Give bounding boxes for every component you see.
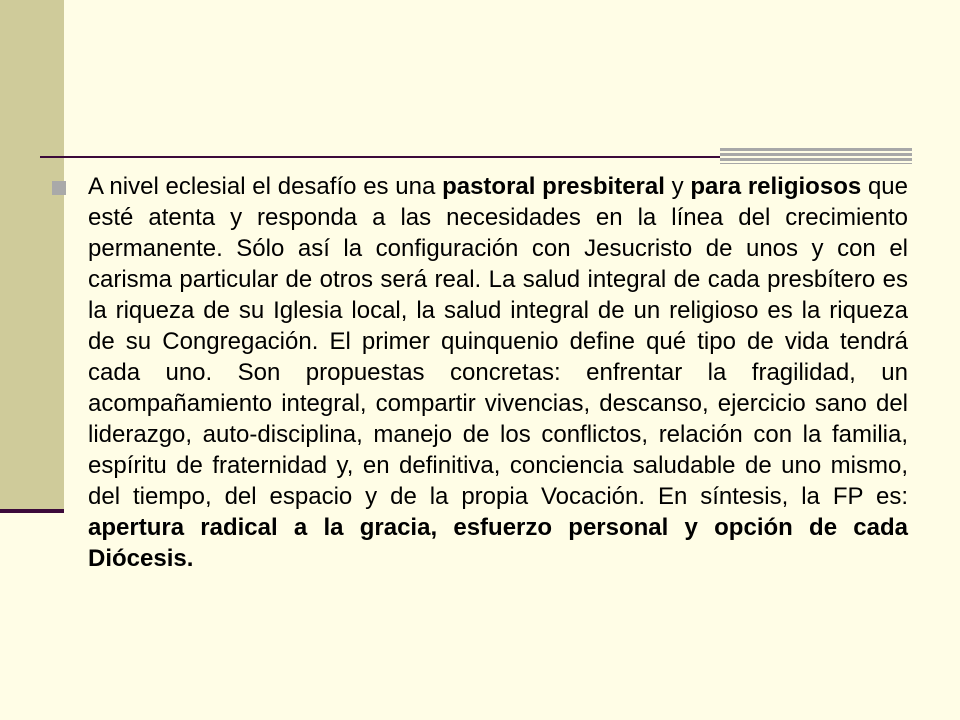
text-segment: y <box>664 173 691 200</box>
bold-text-segment: para religiosos <box>690 173 862 200</box>
bullet-list <box>52 171 908 574</box>
text-segment: A nivel eclesial el desafío es una <box>88 173 443 200</box>
bullet-paragraph <box>88 171 908 574</box>
bold-text-segment: pastoral presbiteral <box>442 173 665 200</box>
bold-text-segment: apertura radical a la gracia, esfuerzo personal y opción de cada Diócesis. <box>88 514 908 572</box>
text-segment: que esté atenta y responda a las necesidades en la línea del crecimiento permanente. Sólo así la configuración con Jesucristo de unos y con el carisma particular de otros será real. La salud integral de cada presbítero es la riqueza de su Iglesia local, la salud integral de un religioso es la riqueza de su Congregación. El primer quinquenio define qué tipo de vida tendrá cada uno. Son propuestas concretas: enfrentar la fragilidad, un acompañamiento integral, compartir vivencias, descanso, ejercicio sano del liderazgo, auto-disciplina, manejo de los conflictos, relación con la familia, espíritu de fraternidad y, en definitiva, conciencia saludable de uno mismo, del tiempo, del espacio y de la propia Vocación. En síntesis, la FP es: <box>88 173 908 510</box>
divider-accent-stripes <box>720 148 912 164</box>
square-bullet-icon <box>52 181 66 195</box>
